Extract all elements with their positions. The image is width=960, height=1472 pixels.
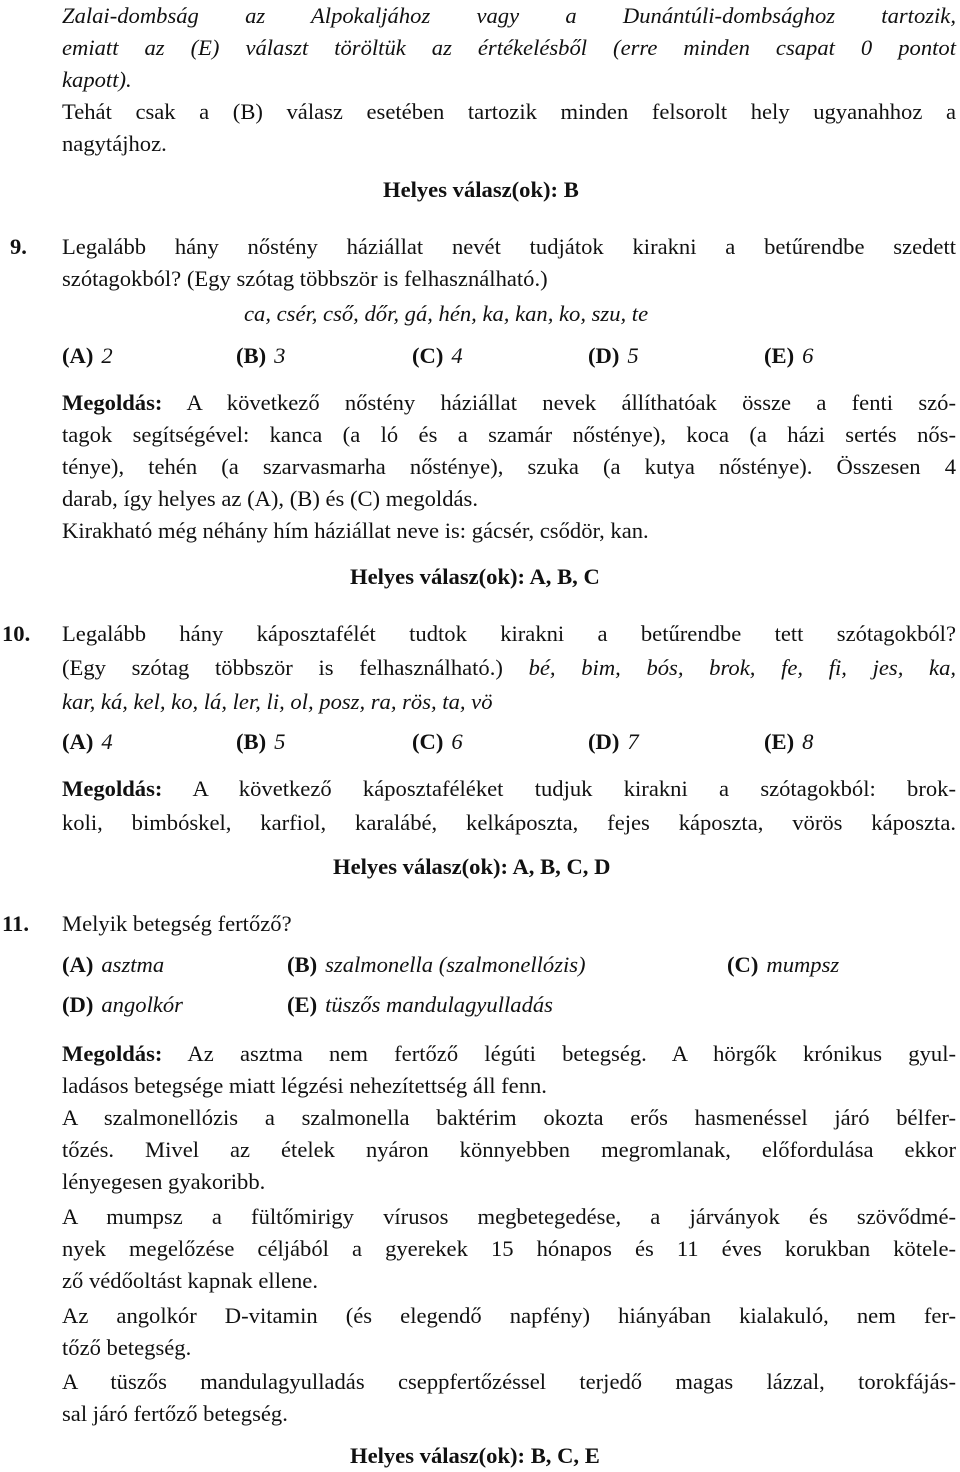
q11-solution-line-9: Az angolkór D-vitamin (és elegendő napfény) hiányában kialakuló, nem fer- xyxy=(62,1303,956,1328)
q11-solution-line-12: sal járó fertőző betegség. xyxy=(62,1401,288,1426)
q9-option-d xyxy=(588,340,639,372)
option-label: (E) xyxy=(764,343,795,368)
option-label: (B) xyxy=(236,729,267,754)
q10-option-a xyxy=(62,726,113,758)
q9-option-a xyxy=(62,340,113,372)
option-label: (B) xyxy=(236,343,267,368)
solution-label: Megoldás: xyxy=(62,390,163,415)
option-value: 6 xyxy=(451,729,463,754)
q11-option-d xyxy=(62,989,183,1021)
q9-question-note: (Egy szótag többször is felhasználható.) xyxy=(186,266,548,291)
solution-text: A következő nőstény háziállat nevek állíthatóak össze a fenti szó- xyxy=(186,390,956,415)
answer-q11: Helyes válasz(ok): B, C, E xyxy=(350,1443,600,1468)
q11-option-a xyxy=(62,949,164,981)
option-value: asztma xyxy=(101,952,165,977)
q11-solution-line-2: ladásos betegsége miatt légzési nehezítettség áll fenn. xyxy=(62,1073,547,1098)
q9-solution-line-5: Kirakható még néhány hím háziállat neve is: gácsér, csődör, kan. xyxy=(62,518,649,543)
option-value: 4 xyxy=(101,729,113,754)
q10-syllables-part-2: kar, ká, kel, ko, lá, ler, li, ol, posz, ra, rös, ta, vö xyxy=(62,689,493,714)
option-value: 7 xyxy=(627,729,639,754)
intro-line-3: kapott). xyxy=(62,67,132,92)
q9-solution-line-4: darab, így helyes az (A), (B) és (C) megoldás. xyxy=(62,486,478,511)
q11-solution-line-3: A szalmonellózis a szalmonella baktérim okozta erős hasmenéssel járó bélfer- xyxy=(62,1105,956,1130)
q10-option-e xyxy=(764,726,813,758)
q9-option-c xyxy=(412,340,463,372)
intro-line-4: Tehát csak a (B) válasz esetében tartozik minden felsorolt hely ugyanahhoz a xyxy=(62,99,956,124)
q10-text-line-2 xyxy=(62,652,956,684)
q10-number: 10. xyxy=(2,621,31,646)
q11-solution-line-10: tőző betegség. xyxy=(62,1335,192,1360)
solution-label: Megoldás: xyxy=(62,1041,163,1066)
answer-q8: Helyes válasz(ok): B xyxy=(383,177,579,202)
option-label: (E) xyxy=(764,729,795,754)
q9-solution-line-3: ténye), tehén (a szarvasmarha nősténye), szuka (a kutya nősténye). Összesen 4 xyxy=(62,454,956,479)
option-value: tüszős mandulagyulladás xyxy=(325,992,553,1017)
q9-number: 9. xyxy=(10,234,27,259)
q11-solution-line-6: A mumpsz a fültőmirigy vírusos megbetegedése, a járványok és szövődmé- xyxy=(62,1204,956,1229)
q10-option-b xyxy=(236,726,285,758)
option-value: szalmonella (szalmonellózis) xyxy=(325,952,586,977)
q10-syllables-part-1: bé, bim, bós, brok, fe, fi, jes, ka, xyxy=(528,655,957,680)
q10-solution-line-2: koli, bimbóskel, karfiol, karalábé, kelkáposzta, fejes káposzta, vörös káposzta. xyxy=(62,810,956,835)
q9-question-part-2: szótagokból? xyxy=(62,266,182,291)
option-value: 8 xyxy=(802,729,814,754)
q10-option-c xyxy=(412,726,463,758)
option-label: (D) xyxy=(588,343,620,368)
q11-option-c xyxy=(727,949,839,981)
option-label: (C) xyxy=(412,343,444,368)
solution-label: Megoldás: xyxy=(62,776,163,801)
q9-text-line-1 xyxy=(10,231,956,263)
option-label: (D) xyxy=(588,729,620,754)
option-value: 5 xyxy=(274,729,286,754)
option-label: (A) xyxy=(62,952,94,977)
answer-q10: Helyes válasz(ok): A, B, C, D xyxy=(333,854,611,879)
q11-solution-line-11: A tüszős mandulagyulladás cseppfertőzéssel terjedő magas lázzal, torokfájás- xyxy=(62,1369,956,1394)
q9-option-b xyxy=(236,340,285,372)
option-value: 5 xyxy=(627,343,639,368)
option-label: (C) xyxy=(412,729,444,754)
q9-option-e xyxy=(764,340,813,372)
option-label: (A) xyxy=(62,343,94,368)
q9-question-part-1: Legalább hány nőstény háziállat nevét tudjátok kirakni a betűrendbe szedett xyxy=(62,234,956,259)
option-value: 2 xyxy=(101,343,113,368)
q9-solution-line-1 xyxy=(62,387,956,419)
q11-solution-line-7: nyek megelőzése céljából a gyerekek 15 hónapos és 11 éves korukban kötele- xyxy=(62,1236,956,1261)
q9-solution-line-2: tagok segítségével: kanca (a ló és a szamár nősténye), koca (a házi sertés nős- xyxy=(62,422,956,447)
q11-solution-line-4: tőzés. Mivel az ételek nyáron könnyebben megromlanak, előfordulása ekkor xyxy=(62,1137,956,1162)
q11-solution-line-1 xyxy=(62,1038,956,1070)
option-value: 4 xyxy=(451,343,463,368)
intro-line-1: Zalai-dombság az Alpokaljához vagy a Dunántúli-dombsághoz tartozik, xyxy=(62,3,956,28)
q11-number: 11. xyxy=(2,911,29,936)
q11-text-line-1 xyxy=(2,908,956,940)
q10-option-d xyxy=(588,726,639,758)
q9-text-line-2 xyxy=(62,263,956,295)
q10-question-part-1: Legalább hány káposztafélét tudtok kirakni a betűrendbe tett szótagokból? xyxy=(62,621,956,646)
option-value: mumpsz xyxy=(766,952,840,977)
q11-option-b xyxy=(287,949,586,981)
option-value: 3 xyxy=(274,343,286,368)
solution-text: A következő káposztaféléket tudjuk kirakni a szótagokból: brok- xyxy=(192,776,956,801)
intro-line-2: emiatt az (E) választ töröltük az értékelésből (erre minden csapat 0 pontot xyxy=(62,35,956,60)
q10-text-line-1 xyxy=(2,618,956,650)
q10-solution-line-1 xyxy=(62,773,956,805)
q11-solution-line-5: lényegesen gyakoribb. xyxy=(62,1169,266,1194)
q11-question: Melyik betegség fertőző? xyxy=(62,911,292,936)
answer-q9: Helyes válasz(ok): A, B, C xyxy=(350,564,600,589)
option-label: (E) xyxy=(287,992,318,1017)
q10-question-note: (Egy szótag többször is felhasználható.) xyxy=(62,655,503,680)
q9-syllables: ca, csér, cső, dőr, gá, hén, ka, kan, ko, szu, te xyxy=(244,301,649,326)
q11-option-e xyxy=(287,989,553,1021)
option-label: (A) xyxy=(62,729,94,754)
q11-solution-line-8: ző védőoltást kapnak ellene. xyxy=(62,1268,318,1293)
option-label: (C) xyxy=(727,952,759,977)
option-value: 6 xyxy=(802,343,814,368)
intro-line-5: nagytájhoz. xyxy=(62,131,167,156)
option-label: (D) xyxy=(62,992,94,1017)
solution-text: Az asztma nem fertőző légúti betegség. A hörgők krónikus gyul- xyxy=(187,1041,957,1066)
option-label: (B) xyxy=(287,952,318,977)
option-value: angolkór xyxy=(101,992,183,1017)
